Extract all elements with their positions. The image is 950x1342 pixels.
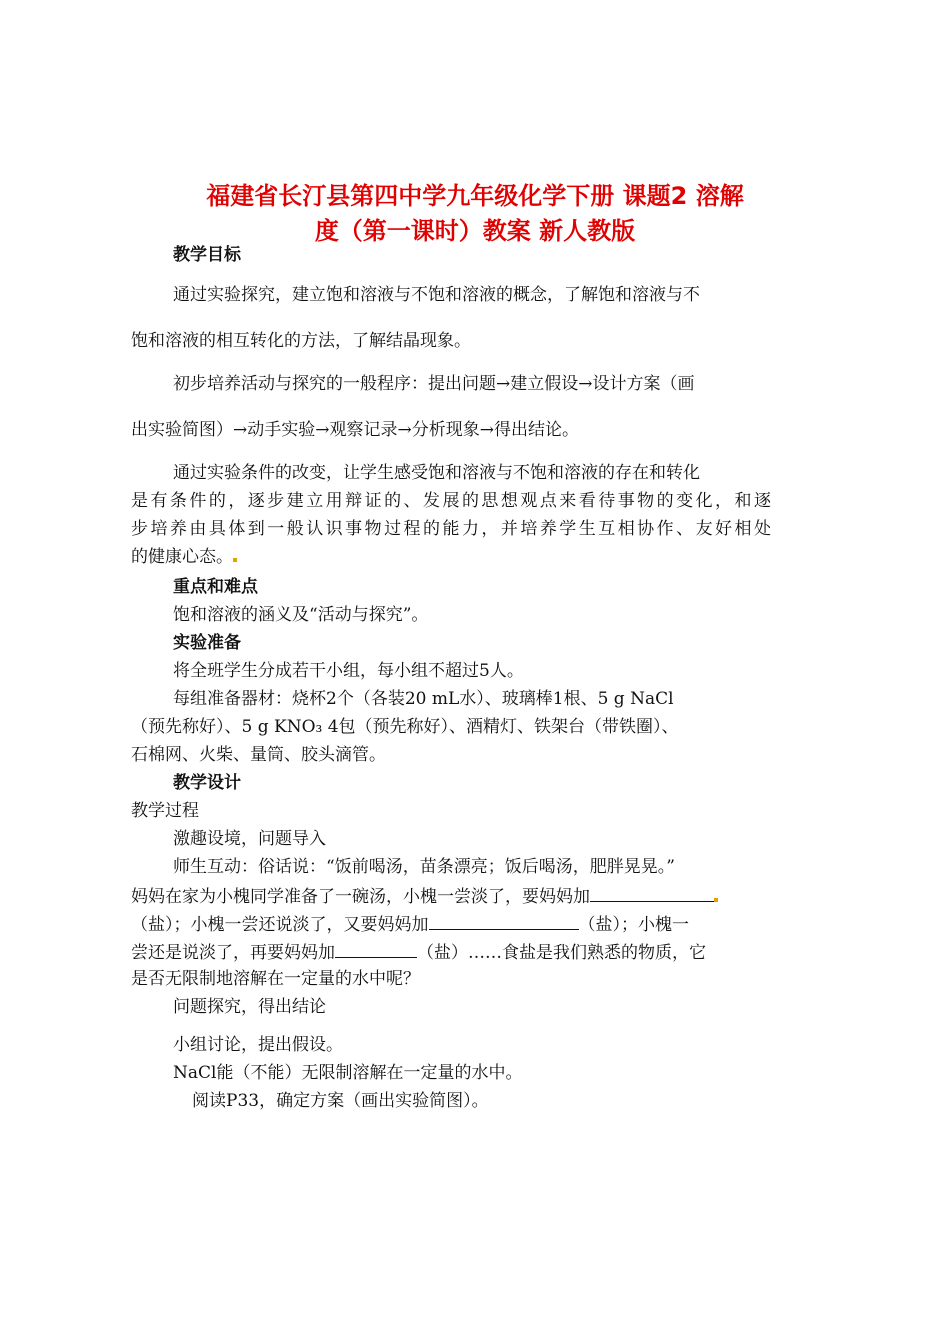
design-discuss: 小组讨论，提出假设。 <box>173 1035 343 1055</box>
fill-blank-3 <box>335 939 417 958</box>
design-line-2: 妈妈在家为小槐同学准备了一碗汤，小槐一尝淡了，要妈妈加 <box>131 883 718 909</box>
design-line-1: 师生互动：俗话说：“饭前喝汤，苗条漂亮；饭后喝汤，肥胖晃晃。” <box>173 857 675 877</box>
fill-blank-2 <box>429 911 579 930</box>
design-line-3: （盐）；小槐一尝还说淡了，又要妈妈加 （盐）；小槐一 <box>131 911 689 937</box>
section-heading-design: 教学设计 <box>173 773 241 793</box>
document-title-line-2: 度（第一课时）教案 新人教版 <box>314 217 636 245</box>
highlight-mark <box>714 898 718 902</box>
prep-line-3: （预先称好）、5 g KNO₃ 4包（预先称好）、酒精灯、铁架台（带铁圈）、 <box>131 717 679 737</box>
goals-paragraph-1-line-2: 饱和溶液的相互转化的方法，了解结晶现象。 <box>131 331 471 351</box>
fill-blank-1 <box>590 883 714 902</box>
prep-line-1: 将全班学生分成若干小组，每小组不超过5人。 <box>173 661 524 681</box>
section-heading-key-points: 重点和难点 <box>173 577 258 597</box>
key-points-text: 饱和溶液的涵义及“活动与探究”。 <box>173 605 429 625</box>
goals-paragraph-3-line-2: 是有条件的，逐步建立用辩证的、发展的思想观点来看待事物的变化，和逐 <box>131 491 771 511</box>
goals-paragraph-3-line-1: 通过实验条件的改变，让学生感受饱和溶液与不饱和溶液的存在和转化 <box>173 463 700 483</box>
document-title-line-1: 福建省长汀县第四中学九年级化学下册 课题2 溶解 <box>206 182 744 210</box>
design-line-5: 是否无限制地溶解在一定量的水中呢？ <box>131 969 420 989</box>
prep-line-2: 每组准备器材：烧杯2个（各装20 mL水）、玻璃棒1根、5 g NaCl <box>173 689 674 709</box>
goals-paragraph-2-line-2: 出实验简图）→动手实验→观察记录→分析现象→得出结论。 <box>131 420 579 440</box>
design-read: 阅读P33，确定方案（画出实验简图）。 <box>192 1091 489 1111</box>
section-heading-goals: 教学目标 <box>173 245 241 265</box>
section-heading-prep: 实验准备 <box>173 633 241 653</box>
design-hypothesis: NaCl能（不能）无限制溶解在一定量的水中。 <box>173 1063 523 1083</box>
highlight-mark <box>233 558 237 562</box>
goals-paragraph-3-line-3: 步培养由具体到一般认识事物过程的能力，并培养学生互相协作、友好相处 <box>131 519 771 539</box>
design-line-4: 尝还是说淡了，再要妈妈加 （盐）……食盐是我们熟悉的物质，它 <box>131 939 706 965</box>
design-intro: 激趣设境，问题导入 <box>173 829 326 849</box>
goals-paragraph-3-line-4: 的健康心态。 <box>131 545 237 569</box>
goals-paragraph-1-line-1: 通过实验探究，建立饱和溶液与不饱和溶液的概念，了解饱和溶液与不 <box>173 285 700 305</box>
design-explore: 问题探究，得出结论 <box>173 997 326 1017</box>
goals-paragraph-2-line-1: 初步培养活动与探究的一般程序：提出问题→建立假设→设计方案（画 <box>173 374 695 394</box>
prep-line-4: 石棉网、火柴、量筒、胶头滴管。 <box>131 745 386 765</box>
design-process-label: 教学过程 <box>131 801 199 821</box>
